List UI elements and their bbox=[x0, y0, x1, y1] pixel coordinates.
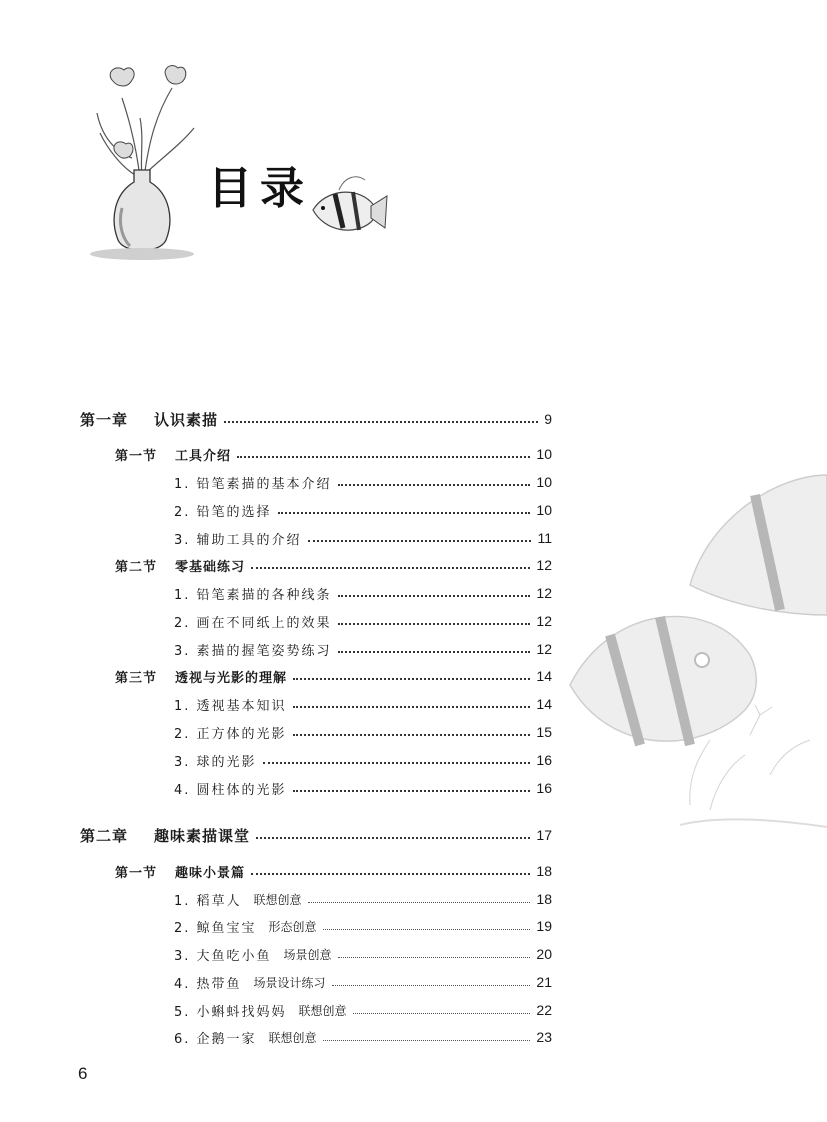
dot-leader bbox=[338, 595, 531, 597]
toc-item[interactable] bbox=[174, 471, 552, 493]
toc-section[interactable] bbox=[115, 554, 552, 576]
page-number: 6 bbox=[78, 1064, 88, 1083]
page-ref: 12 bbox=[536, 613, 552, 629]
page-ref: 16 bbox=[536, 780, 552, 796]
page-ref: 15 bbox=[536, 724, 552, 740]
item-title: 3. 大鱼吃小鱼 bbox=[174, 948, 272, 964]
toc-item[interactable] bbox=[174, 610, 552, 632]
section-number: 第一节 bbox=[115, 865, 158, 881]
toc-item[interactable] bbox=[174, 582, 552, 604]
toc-section[interactable] bbox=[115, 860, 552, 882]
dot-leader bbox=[338, 651, 531, 653]
item-title: 2. 正方体的光影 bbox=[174, 726, 287, 742]
toc-section[interactable] bbox=[115, 665, 552, 687]
item-title: 1. 稻草人 bbox=[174, 893, 242, 909]
item-subtitle: 联想创意 bbox=[253, 892, 302, 907]
chapter-title: 认识素描 bbox=[154, 410, 219, 429]
toc-item[interactable] bbox=[174, 971, 552, 993]
page-ref: 12 bbox=[536, 641, 552, 657]
dot-leader bbox=[263, 762, 531, 764]
section-title: 趣味小景篇 bbox=[175, 865, 246, 881]
page-ref: 12 bbox=[536, 557, 552, 573]
item-subtitle: 场景创意 bbox=[283, 947, 332, 962]
dot-leader bbox=[332, 985, 531, 986]
page-ref: 9 bbox=[544, 411, 552, 427]
page-ref: 18 bbox=[536, 891, 552, 907]
page-ref: 11 bbox=[537, 530, 552, 546]
dot-leader bbox=[224, 421, 538, 423]
page-ref: 10 bbox=[536, 474, 552, 490]
chapter-number: 第二章 bbox=[80, 826, 129, 845]
item-title: 1. 透视基本知识 bbox=[174, 698, 287, 714]
page-ref: 22 bbox=[536, 1002, 552, 1018]
dot-leader bbox=[338, 957, 531, 958]
section-number: 第三节 bbox=[115, 670, 158, 686]
item-title: 2. 铅笔的选择 bbox=[174, 504, 272, 520]
page-ref: 23 bbox=[536, 1029, 552, 1045]
item-title: 1. 铅笔素描的基本介绍 bbox=[174, 476, 332, 492]
item-subtitle: 形态创意 bbox=[268, 919, 317, 934]
toc-item[interactable] bbox=[174, 527, 552, 549]
dot-leader bbox=[323, 929, 531, 930]
item-title: 3. 辅助工具的介绍 bbox=[174, 532, 302, 548]
page-ref: 17 bbox=[536, 827, 552, 843]
dot-leader bbox=[293, 734, 531, 736]
page-ref: 20 bbox=[536, 946, 552, 962]
section-number: 第一节 bbox=[115, 448, 158, 464]
item-title: 2. 画在不同纸上的效果 bbox=[174, 615, 332, 631]
toc-item[interactable] bbox=[174, 499, 552, 521]
dot-leader bbox=[293, 790, 531, 792]
chapter-number: 第一章 bbox=[80, 410, 129, 429]
item-subtitle: 联想创意 bbox=[268, 1030, 317, 1045]
dot-leader bbox=[251, 567, 530, 569]
toc-chapter-2[interactable] bbox=[80, 824, 552, 846]
dot-leader bbox=[323, 1040, 531, 1041]
item-subtitle: 联想创意 bbox=[298, 1003, 347, 1018]
toc-item[interactable] bbox=[174, 749, 552, 771]
section-number: 第二节 bbox=[115, 559, 158, 575]
dot-leader bbox=[338, 484, 531, 486]
toc-item[interactable] bbox=[174, 721, 552, 743]
dot-leader bbox=[308, 540, 532, 542]
page-ref: 16 bbox=[536, 752, 552, 768]
item-title: 2. 鲸鱼宝宝 bbox=[174, 920, 257, 936]
dot-leader bbox=[256, 837, 530, 839]
section-title: 零基础练习 bbox=[175, 559, 246, 575]
toc-item[interactable] bbox=[174, 693, 552, 715]
dot-leader bbox=[278, 512, 531, 514]
dot-leader bbox=[293, 678, 530, 680]
item-subtitle: 场景设计练习 bbox=[253, 975, 326, 990]
page-ref: 14 bbox=[536, 668, 552, 684]
item-title: 4. 圆柱体的光影 bbox=[174, 782, 287, 798]
page-ref: 19 bbox=[536, 918, 552, 934]
toc-item[interactable] bbox=[174, 888, 552, 910]
section-title: 透视与光影的理解 bbox=[175, 670, 288, 686]
toc-chapter-1[interactable] bbox=[80, 408, 552, 430]
section-title: 工具介绍 bbox=[175, 448, 232, 464]
toc-item[interactable] bbox=[174, 943, 552, 965]
item-title: 3. 素描的握笔姿势练习 bbox=[174, 643, 332, 659]
page-ref: 10 bbox=[536, 446, 552, 462]
page-title: 目录 bbox=[208, 163, 312, 214]
page-ref: 10 bbox=[536, 502, 552, 518]
toc-item[interactable] bbox=[174, 638, 552, 660]
item-title: 5. 小蝌蚪找妈妈 bbox=[174, 1004, 287, 1020]
dot-leader bbox=[338, 623, 531, 625]
item-title: 6. 企鹅一家 bbox=[174, 1031, 257, 1047]
dot-leader bbox=[251, 873, 530, 875]
toc-item[interactable] bbox=[174, 915, 552, 937]
item-title: 1. 铅笔素描的各种线条 bbox=[174, 587, 332, 603]
page-ref: 18 bbox=[536, 863, 552, 879]
toc-item[interactable] bbox=[174, 1026, 552, 1048]
item-title: 4. 热带鱼 bbox=[174, 976, 242, 992]
page-ref: 14 bbox=[536, 696, 552, 712]
dot-leader bbox=[237, 456, 530, 458]
item-title: 3. 球的光影 bbox=[174, 754, 257, 770]
toc-item[interactable] bbox=[174, 777, 552, 799]
dot-leader bbox=[293, 706, 531, 708]
chapter-title: 趣味素描课堂 bbox=[154, 826, 251, 845]
page-ref: 21 bbox=[536, 974, 552, 990]
dot-leader bbox=[353, 1013, 531, 1014]
dot-leader bbox=[308, 902, 531, 903]
page-ref: 12 bbox=[536, 585, 552, 601]
toc-item[interactable] bbox=[174, 999, 552, 1021]
toc-section[interactable] bbox=[115, 443, 552, 465]
